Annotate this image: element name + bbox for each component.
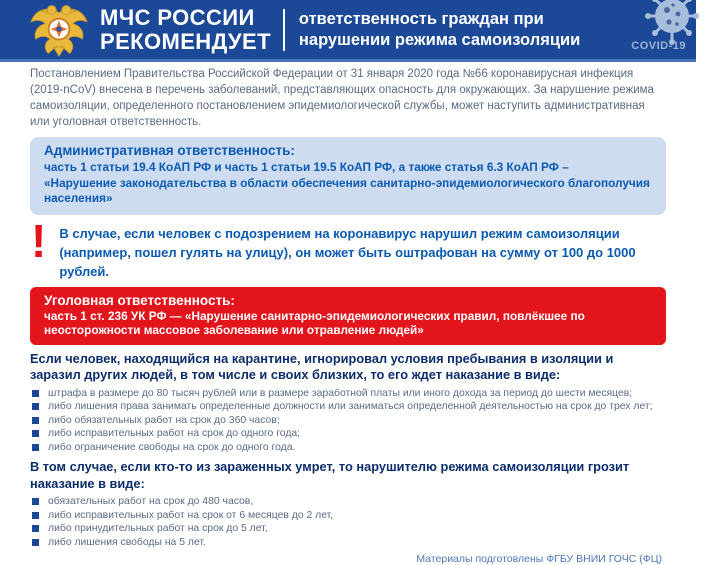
list-item-text: либо принудительных работ на срок до 5 лет, <box>48 523 268 534</box>
criminal-responsibility-box <box>30 287 666 345</box>
square-bullet-icon <box>32 444 39 451</box>
list-item <box>30 388 666 400</box>
list-item <box>30 415 666 427</box>
warning-text: В случае, если человек с подозрением на коронавирус нарушил режим самоизоляции (например, пошел гулять на улицу), он может быть оштрафован на сумму от 100 до 1000 рублей. <box>59 225 636 279</box>
admin-box-line1: часть 1 статьи 19.4 КоАП РФ и часть 1 статьи 19.5 КоАП РФ, а также статья 6.3 КоАП РФ – <box>44 160 569 174</box>
list-item <box>30 510 666 522</box>
square-bullet-icon <box>32 430 39 437</box>
square-bullet-icon <box>32 498 39 505</box>
penalty-list-2 <box>30 496 666 548</box>
square-bullet-icon <box>32 525 39 532</box>
exclamation-icon: ! <box>31 214 47 267</box>
list-item-text: либо исправительных работ на срок до одного года; <box>48 428 301 439</box>
list-item <box>30 401 666 413</box>
list-item <box>30 537 666 549</box>
page-title-line2: нарушении режима самоизоляции <box>298 30 581 49</box>
header-divider <box>283 9 285 51</box>
brand-title <box>100 6 271 54</box>
covid-19-label: COVID-19 <box>631 40 686 52</box>
page-title-line1: ответственность граждан при <box>298 9 544 28</box>
section1-heading: Если человек, находящийся на карантине, игнорировал условия пребывания в изоляции и заразил других людей, в том числе и своих близких, то его ждет наказание в виде: <box>30 350 614 382</box>
admin-box-line2: «Нарушение законодательства в области обеспечения санитарно-эпидемиологического благополучия населения» <box>44 175 650 205</box>
brand-line2: РЕКОМЕНДУЕТ <box>100 28 271 54</box>
criminal-box-title: Уголовная ответственность: <box>44 292 235 308</box>
intro-paragraph: Постановлением Правительства Российской Федерации от 31 января 2020 года №66 коронавирусная инфекция (2019-nCoV) внесена в перечень заболеваний, представляющих опасность для окружающих. За нарушение режима самоизоляции, определенного постановлением эпидемиологической службы, может наступить административная или уголовная ответственность. <box>30 68 654 128</box>
mchs-emblem-icon <box>26 2 92 58</box>
list-item-text: либо исправительных работ на срок от 6 месяцев до 2 лет, <box>48 509 334 521</box>
penalty-list-1 <box>30 388 666 454</box>
square-bullet-icon <box>32 403 39 410</box>
list-item-text: либо лишения свободы на 5 лет. <box>48 536 206 548</box>
square-bullet-icon <box>32 417 39 424</box>
content <box>0 66 696 565</box>
brand-line1: МЧС РОССИИ <box>100 4 255 30</box>
administrative-responsibility-box <box>30 137 666 215</box>
list-item-text: либо обязательных работ на срок до 360 часов; <box>48 414 280 426</box>
admin-box-title: Административная ответственность: <box>44 143 295 158</box>
list-item <box>30 442 666 454</box>
warning-block <box>30 214 666 281</box>
section2-heading: В том случае, если кто-то из зараженных умрет, то нарушителю режима самоизоляции грозит наказание в виде: <box>30 459 630 491</box>
list-item-text: обязательных работ на срок до 480 часов, <box>48 496 254 507</box>
list-item <box>30 496 666 508</box>
list-item-text: штрафа в размере до 80 тысяч рублей или в размере заработной платы или иного дохода за период до шести месяцев; <box>48 387 633 399</box>
list-item-text: либо лишения права занимать определенные должности или заниматься определенной деятельностью на срок до трех лет; <box>48 401 653 412</box>
header <box>0 0 696 62</box>
square-bullet-icon <box>32 390 39 397</box>
criminal-box-text: часть 1 ст. 236 УК РФ — «Нарушение санитарно-эпидемиологических правил, повлёкшее по неосторожности массовое заболевание или отравление людей» <box>44 308 585 337</box>
list-item <box>30 428 666 440</box>
square-bullet-icon <box>32 512 39 519</box>
list-item-text: либо ограничение свободы на срок до одного года. <box>48 441 296 453</box>
footer-credit: Материалы подготовлены ФГБУ ВНИИ ГОЧС (ФЦ) <box>416 553 662 565</box>
list-item <box>30 523 666 535</box>
page-title <box>299 9 580 51</box>
square-bullet-icon <box>32 539 39 546</box>
